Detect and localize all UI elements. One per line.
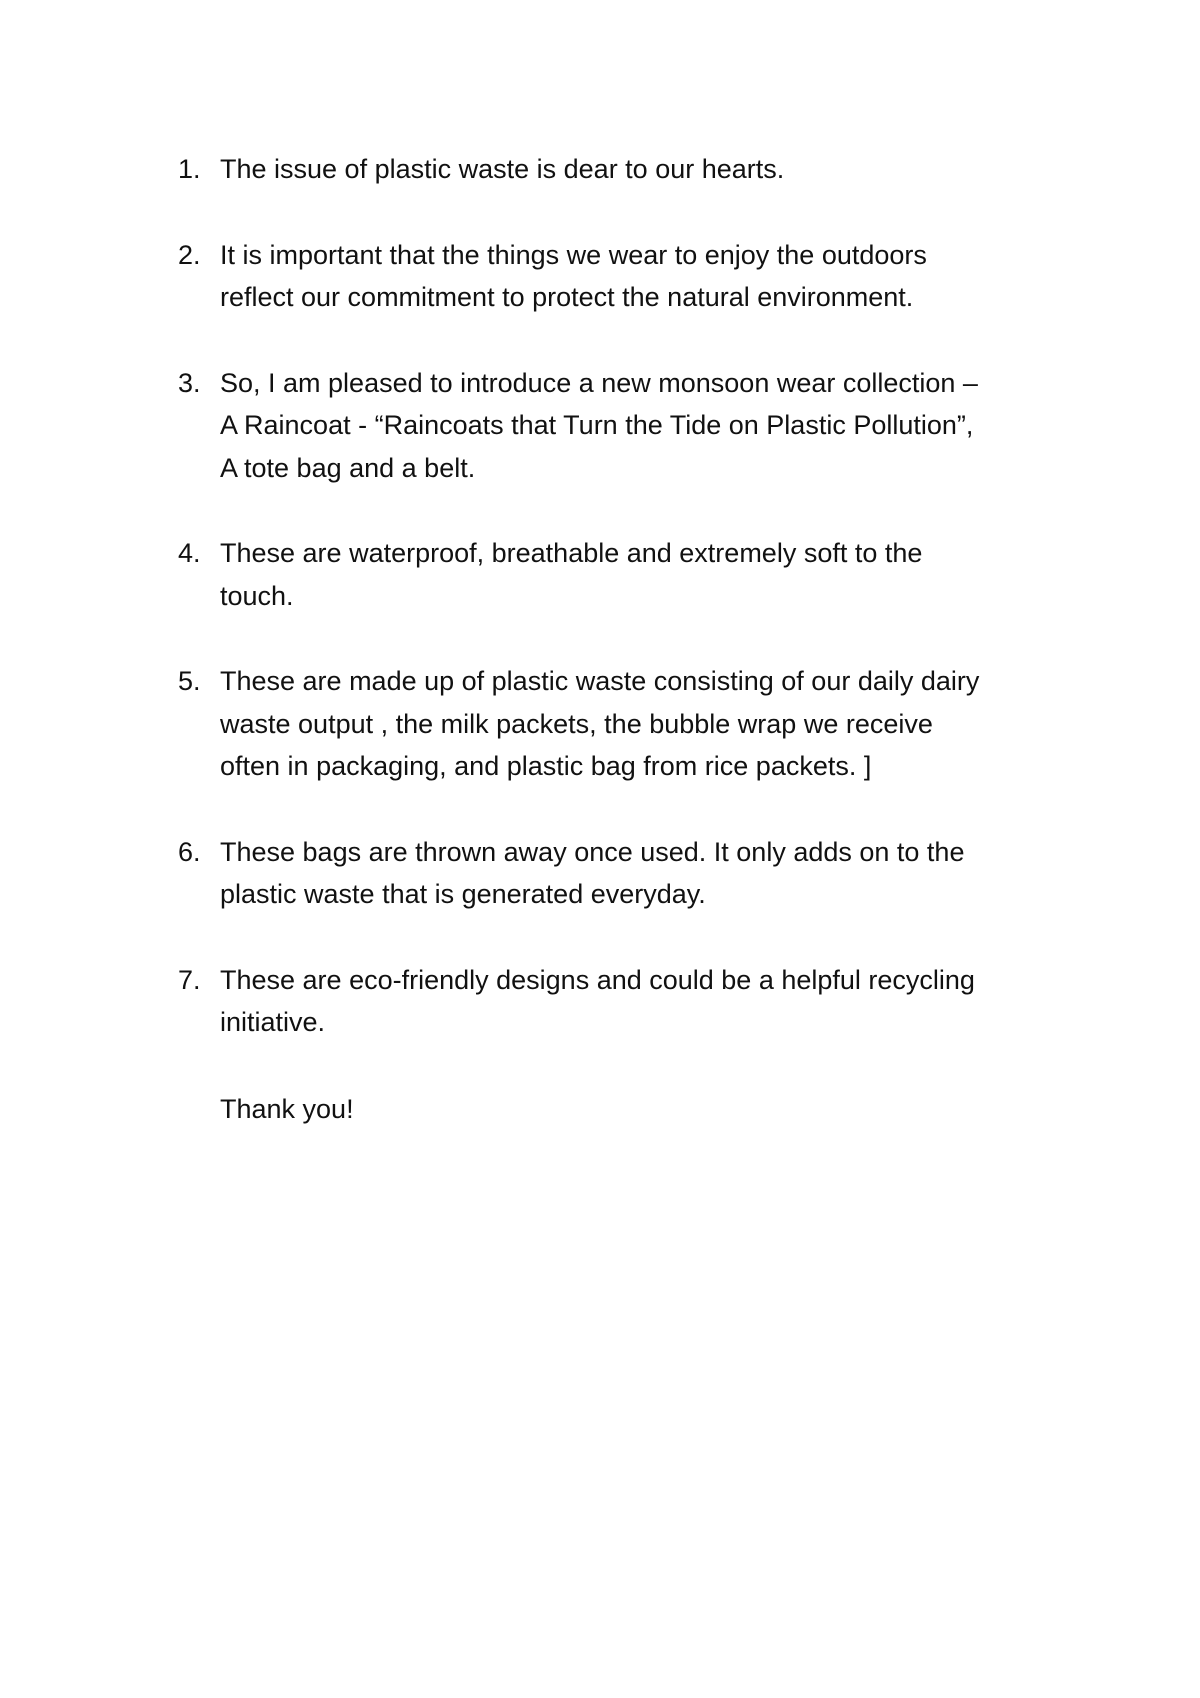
list-item-text: plastic waste that is generated everyday. (220, 879, 706, 909)
list-item-number: 3. (178, 367, 201, 398)
closing-text: Thank you! (220, 1094, 354, 1124)
list-item-text: waste output , the milk packets, the bubble wrap we receive (220, 708, 933, 739)
list-item-number: 1. (178, 154, 201, 184)
list-item-number: 7. (178, 964, 201, 995)
list-item (178, 959, 1078, 1044)
list-item-text: often in packaging, and plastic bag from rice packets. ] (220, 751, 872, 781)
list-item-text: These are made up of plastic waste consisting of our daily dairy (220, 666, 980, 696)
list-item-text: touch. (220, 580, 294, 611)
list-item-text: These bags are thrown away once used. It only adds on to the (220, 836, 965, 867)
list-item-text: initiative. (220, 1007, 326, 1037)
list-item (178, 234, 1078, 319)
list-item-text: A tote bag and a belt. (220, 452, 476, 483)
list-item (178, 831, 1078, 916)
list-item-number: 6. (178, 836, 201, 867)
numbered-list (178, 148, 1078, 1087)
list-item-text: These are eco-friendly designs and could be a helpful recycling (220, 964, 975, 995)
list-item-text: reflect our commitment to protect the natural environment. (220, 282, 914, 312)
list-item-text: These are waterproof, breathable and extremely soft to the (220, 538, 923, 568)
list-item (178, 532, 1078, 617)
list-item-number: 5. (178, 666, 201, 696)
list-item-text: So, I am pleased to introduce a new monsoon wear collection – (220, 367, 978, 398)
list-item-number: 4. (178, 538, 201, 568)
list-item (178, 660, 1078, 788)
list-item-text: A Raincoat - “Raincoats that Turn the Tide on Plastic Pollution”, (220, 410, 974, 440)
list-item (178, 148, 1078, 191)
list-item-text: The issue of plastic waste is dear to our hearts. (220, 154, 785, 184)
list-item-text: It is important that the things we wear to enjoy the outdoors (220, 239, 927, 270)
list-item (178, 362, 1078, 490)
list-item-number: 2. (178, 239, 201, 270)
